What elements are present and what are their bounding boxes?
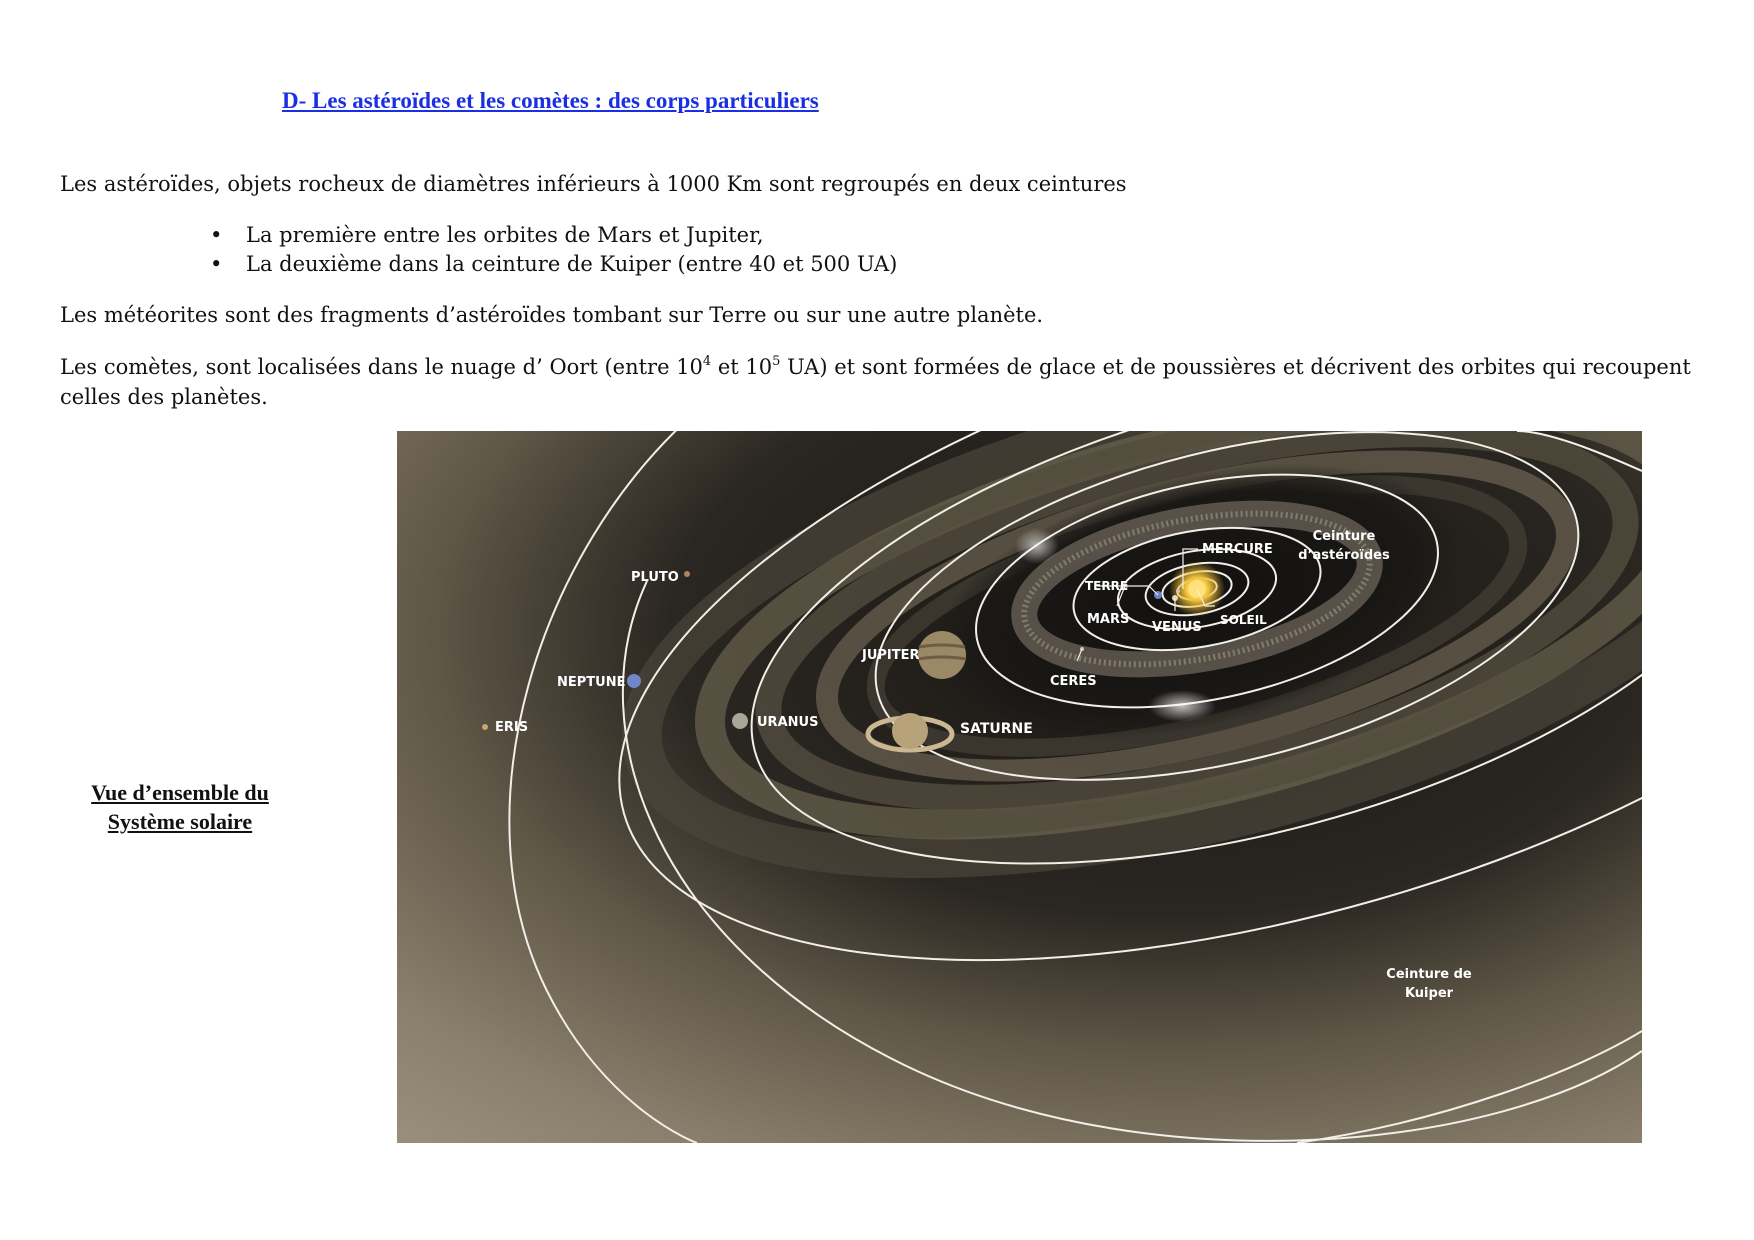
exponent-1: 4 xyxy=(702,354,712,369)
label-kuiper-belt-line-2: Kuiper xyxy=(1404,986,1454,1001)
solar-system-svg xyxy=(397,431,1642,1143)
paragraph-meteorites: Les météorites sont des fragments d’astéroïdes tombant sur Terre ou sur une autre planète. xyxy=(60,303,1044,327)
comets-text-part-3: UA) et sont formées de glace et de poussières et décrivent des orbites qui recoupent celles des planètes. xyxy=(60,355,1691,409)
label-kuiper-belt-line-1: Ceinture de xyxy=(1386,967,1472,982)
label-ceres: CERES xyxy=(1050,674,1097,689)
planet-uranus xyxy=(732,713,748,729)
label-eris: ERIS xyxy=(495,720,529,735)
label-uranus: URANUS xyxy=(757,715,819,730)
bullet-text: La deuxième dans la ceinture de Kuiper (entre 40 et 500 UA) xyxy=(246,252,898,276)
planet-pluto xyxy=(684,571,690,577)
bullet-text: La première entre les orbites de Mars et Jupiter, xyxy=(246,223,764,247)
solar-system-illustration xyxy=(397,431,1642,1143)
label-mars: MARS xyxy=(1087,612,1130,627)
label-venus: VENUS xyxy=(1152,620,1202,635)
label-mercure: MERCURE xyxy=(1202,542,1273,557)
label-terre: TERRE xyxy=(1085,579,1129,593)
paragraph-asteroids: Les astéroïdes, objets rocheux de diamètres inférieurs à 1000 Km sont regroupés en deux ceintures xyxy=(60,172,1127,196)
bullet-marker: • xyxy=(210,252,223,276)
caption-line-2: Système solaire xyxy=(107,809,253,834)
planet-mercure xyxy=(1176,589,1180,593)
planet-saturne xyxy=(892,713,928,749)
caption-line-1: Vue d’ensemble du xyxy=(91,780,269,805)
comets-text-part-2: et 10 xyxy=(711,355,773,379)
bullet-list xyxy=(210,221,897,279)
comet-cloud xyxy=(1148,690,1216,722)
comets-text-part-1: Les comètes, sont localisées dans le nuage d’ Oort (entre 10 xyxy=(60,355,703,379)
exponent-2: 5 xyxy=(772,354,781,369)
bullet-item xyxy=(210,250,897,279)
label-soleil: SOLEIL xyxy=(1220,613,1267,627)
label-saturne: SATURNE xyxy=(960,721,1033,737)
bullet-item xyxy=(210,221,897,250)
paragraph-comets xyxy=(60,352,1700,412)
figure-caption xyxy=(60,778,300,836)
label-asteroid-belt-line-2: d’astéroïdes xyxy=(1298,548,1390,563)
bullet-marker: • xyxy=(210,223,223,247)
label-asteroid-belt-line-1: Ceinture xyxy=(1312,529,1376,544)
label-jupiter: JUPITER xyxy=(862,648,920,663)
label-pluto: PLUTO xyxy=(631,570,679,585)
planet-jupiter xyxy=(918,631,966,679)
planet-eris xyxy=(482,724,488,730)
label-neptune: NEPTUNE xyxy=(557,675,626,690)
planet-neptune xyxy=(627,674,641,688)
comet-cloud xyxy=(1015,528,1059,564)
section-title: D- Les astéroïdes et les comètes : des corps particuliers xyxy=(282,88,819,113)
